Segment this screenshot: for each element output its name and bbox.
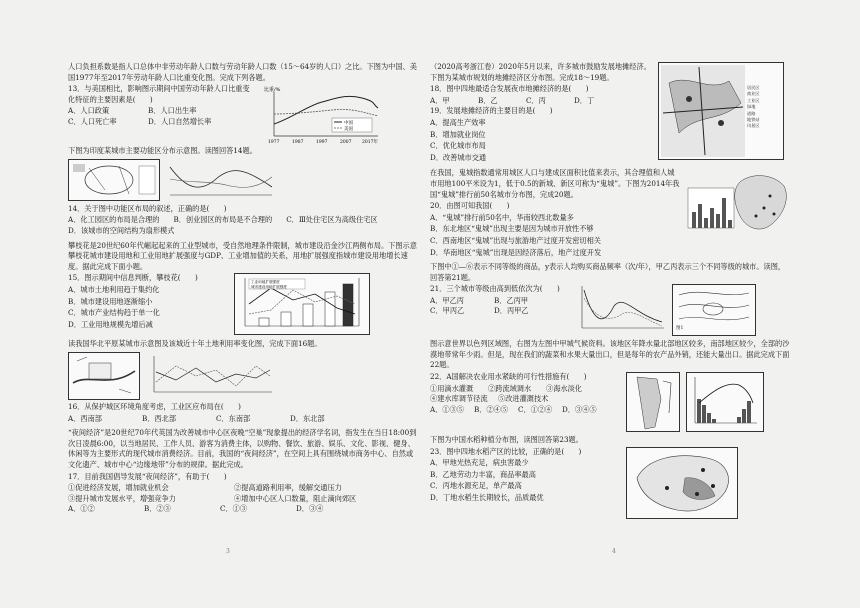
option-b[interactable]: B．创业园区的布局是不合理的 xyxy=(173,215,273,225)
question-17-statements xyxy=(68,483,420,504)
statement-5: ⑤改进灌溉技术 xyxy=(498,394,549,404)
option-d[interactable]: D．丁地水稻生长期较长，品质最优 xyxy=(430,493,544,503)
option-c[interactable]: C．城市产业结构趋于单一化 xyxy=(68,308,160,318)
purchase-frequency-chart xyxy=(576,284,666,334)
north-china-city-map xyxy=(68,352,140,400)
land-use-change-chart xyxy=(146,352,276,398)
land-price-curve xyxy=(166,159,276,199)
page-number-left: 3 xyxy=(226,548,230,555)
legend-item: 道路 xyxy=(747,110,756,116)
option-b[interactable]: B．城市建设用地逐渐缩小 xyxy=(68,296,153,306)
option-a[interactable]: A．“鬼城”排行前50名中，华南较西北数量多 xyxy=(430,212,574,222)
question-23-intro: 下图为中国水稻种植分布图，读图回答第23题。 xyxy=(430,435,583,445)
legend-item: 地铁站 xyxy=(747,117,760,123)
question-13: 13．与美国相比，影响图示期间中国劳动年龄人口比重变化特征的主要因素是( ) xyxy=(68,84,250,104)
statement-1: ①促进经济发展，增加就业机会 xyxy=(68,483,169,493)
xtick: 1977 xyxy=(268,140,280,146)
option-d[interactable]: D．改善城市交通 xyxy=(430,152,487,162)
page-number-right: 4 xyxy=(612,548,616,555)
option-d[interactable]: D．该城市的空间结构为扇形模式 xyxy=(68,225,175,235)
question-16-intro: 读我国华北平原某城市示意图及该城近十年土地利用率变化图，完成下面16题。 xyxy=(68,339,322,349)
option-c[interactable]: C．丙地水源充足，单产最高 xyxy=(430,481,522,491)
china-rice-map xyxy=(626,447,738,519)
question-22: 22．A国解决农业用水紧缺的可行性措施有( ) xyxy=(430,372,587,382)
question-21: 21．三个城市等级由高到低依次为( ) xyxy=(430,284,560,294)
question-22-intro: 图示意世界以色列区域图，右图为左图中甲城气候资料。该地区年降水量北部地区较多，南部地区较少，全部的沙漠地带常年少雨。但是，现在我们的蔬菜和水果大量出口，但是每年的农产品外销，还能大量出口。据此完成下面22题。 xyxy=(430,339,790,370)
xtick: 1987 xyxy=(292,140,304,146)
option-c[interactable]: C．西南地区“鬼城”出现与旅游地产过度开发密切相关 xyxy=(430,235,601,245)
chart-ylabel: 比重/% xyxy=(264,87,281,94)
option-d[interactable]: D．人口自然增长率 xyxy=(148,116,212,126)
right-column xyxy=(430,62,790,519)
option-b[interactable]: B．人口出生率 xyxy=(148,106,197,116)
option-a[interactable]: A．①③⑤ xyxy=(430,404,464,414)
legend-item: 商业区 xyxy=(747,91,760,97)
q16-figures xyxy=(68,352,420,400)
legend-item: 风景区 xyxy=(747,123,760,129)
question-19: 19．发展地摊经济的主要目的是( ) xyxy=(430,106,553,116)
option-b[interactable]: B．增加就业岗位 xyxy=(430,129,486,139)
left-column xyxy=(68,62,420,515)
labor-ratio-chart xyxy=(262,84,382,146)
usa-series-line xyxy=(274,110,378,117)
legend-item: 居民区 xyxy=(747,85,760,90)
option-b[interactable]: B．②③ xyxy=(144,504,171,514)
option-b[interactable]: B．西北部 xyxy=(142,413,177,423)
climate-chart xyxy=(686,372,764,432)
option-c[interactable]: C．丙 xyxy=(526,95,546,105)
question-20-intro: 在我国，鬼城指数通常用城区人口与建成区面积比值来表示，其合理值和人城市用地100平米设为1，低于0.5的新城、新区可称为“鬼城”。下图为2014年我国“鬼城”排行前50名城市分布图，完成20题。 xyxy=(430,168,680,199)
statement-4: ④增加中心区人口数量，阻止滴向郊区 xyxy=(234,493,357,503)
option-c[interactable]: C．优化城市布局 xyxy=(430,141,486,151)
legend-china: 中国 xyxy=(344,121,353,127)
question-22-statements xyxy=(430,384,620,405)
legend-construction: 城市建设用地扩展强度 xyxy=(251,285,287,290)
option-a[interactable]: A．提高生产效率 xyxy=(430,117,486,127)
figure-label: 图1 xyxy=(676,325,684,331)
question-13-options xyxy=(68,106,256,127)
option-a[interactable]: A．甲地光热充足，病虫害最少 xyxy=(430,458,529,468)
option-c[interactable]: C．Ⅲ处住宅区为高级住宅区 xyxy=(286,215,378,225)
legend-usa: 美国 xyxy=(344,127,353,133)
option-c[interactable]: C．①②④ xyxy=(518,404,553,414)
option-a[interactable]: A．西南部 xyxy=(68,413,102,423)
xtick: 1997 xyxy=(316,140,328,146)
legend-item: 绿地 xyxy=(747,104,756,110)
option-d[interactable]: D．华南地区“鬼城”出现是因经济落后，地产过度开发 xyxy=(430,247,602,257)
question-14-options xyxy=(68,215,420,236)
statement-3: ③海水淡化 xyxy=(546,383,582,393)
xtick: 2007 xyxy=(340,140,352,146)
question-18: 18．图中四地最适合发展夜市地摊经济的是( ) xyxy=(430,84,589,94)
option-a[interactable]: A．人口政策 xyxy=(68,106,110,116)
ghost-city-figures xyxy=(686,168,790,246)
option-d[interactable]: D．③④⑤ xyxy=(562,404,597,414)
option-c[interactable]: C．①③ xyxy=(220,504,248,514)
contour-map xyxy=(672,284,756,336)
option-d[interactable]: D．东北部 xyxy=(290,413,325,423)
question-14-intro: 下图为印度某城市主要功能区分布示意图。读图回答14题。 xyxy=(68,146,257,156)
india-city-map xyxy=(68,159,160,201)
question-23: 23．图中四地水稻产区的比较，正确的是( ) xyxy=(430,446,582,456)
israel-region-map xyxy=(626,372,680,432)
question-17-intro: “夜间经济”是20世纪70年代英国为改善城市中心区夜晚“空巢”现象提出的经济学名词，指发生在当日18:00到次日凌晨6:00，以当地居民、工作人员、游客为消费主体，以购物、餐饮、旅游、娱乐、文化、影视、健身、休闲等为主要形式的现代城市消费经济。目前，我国的“夜间经济”，在空间上具有围绕城市商务中心、自然或文化遗产、城市中心“边缘地带”分布的规律。据此完成。 xyxy=(68,428,417,469)
map-legend xyxy=(747,85,781,130)
question-17-options xyxy=(68,504,420,515)
option-d[interactable]: D．工业用地规模先增后减 xyxy=(68,319,153,329)
option-c[interactable]: C．甲丙乙 xyxy=(430,306,465,316)
panzhihua-chart xyxy=(234,273,370,335)
option-a[interactable]: A．①② xyxy=(68,504,95,514)
statement-4: ④建水库调节径流 xyxy=(430,394,488,404)
option-d[interactable]: D．丙甲乙 xyxy=(494,306,529,316)
legend-item: 工业区 xyxy=(747,97,760,103)
question-20: 20．由图可知我国( ) xyxy=(430,201,510,211)
option-b[interactable]: B．乙地劳动力丰富，商品率最高 xyxy=(430,469,536,479)
option-a[interactable]: A．化工园区的布局是合理的 xyxy=(68,215,160,225)
question-15: 15．图示期间中信息判断，攀枝花( ) xyxy=(68,273,198,283)
question-15-intro: 攀枝花是20世纪60年代崛起起来的工业型城市，受自然地理条件限制，城市建设沿金沙江两侧布局。下图示意攀枝花城市建设用地和工业用地扩展强度与GDP、工业增加值的关系，用地扩展强度指城市建设用地增长速度。据此完成下面小题。 xyxy=(68,240,417,271)
option-a[interactable]: A．甲 xyxy=(430,95,450,105)
option-c[interactable]: C．人口死亡率 xyxy=(68,116,117,126)
option-c[interactable]: C．东南部 xyxy=(216,413,251,423)
intro-text: 人口负担系数是指人口总体中非劳动年龄人口数与劳动年龄人口数（15～64岁的人口）之比。下图为中国、美国1977年至2017年劳动年龄人口比重变化图。完成下列各题。 xyxy=(68,62,417,82)
statement-2: ②提高道路利用率，缓解交通压力 xyxy=(234,483,342,493)
statement-2: ②跨流域调水 xyxy=(488,383,532,393)
question-21-intro: 下图中①—⑥表示不同等级的商品，y表示人均购买商品频率（次/年），甲乙丙表示三个不同等级的城市。读图，回答第21题。 xyxy=(430,262,786,282)
question-14: 14．关于图中功能区布局的叙述，正确的是( ) xyxy=(68,203,227,213)
statement-3: ③提升城市发展水平，增强竞争力 xyxy=(68,493,176,503)
option-b[interactable]: B．乙丙甲 xyxy=(494,295,529,305)
option-d[interactable]: D．丁 xyxy=(574,95,595,105)
question-21-options xyxy=(430,296,570,317)
option-b[interactable]: B．乙 xyxy=(478,95,498,105)
option-d[interactable]: D．③④ xyxy=(296,504,324,514)
question-16-options xyxy=(68,414,420,425)
statement-1: ①用滴水灌溉 xyxy=(430,383,474,393)
street-vendor-map xyxy=(658,62,784,160)
q14-figures xyxy=(68,159,420,201)
question-18-intro: （2020高考浙江卷）2020年5月以来，许多城市鼓励发展地摊经济。下图为某城市规划的地摊经济区分布图。完成18～19题。 xyxy=(430,62,651,82)
option-a[interactable]: A．城市土地利用趋于集约化 xyxy=(68,284,160,294)
option-b[interactable]: B．东北地区“鬼城”出现主要是因为城市开放性不够 xyxy=(430,224,594,234)
legend-industrial: 工业用地扩展强度 xyxy=(251,280,280,285)
question-22-options xyxy=(430,405,620,416)
question-16: 16．从保护城区环境角度考虑，工业区应布局在( ) xyxy=(68,401,241,411)
question-18-options xyxy=(430,96,652,107)
question-17: 17．目前我国倡导发展“夜间经济”，有助于( ) xyxy=(68,471,227,481)
option-a[interactable]: A．甲乙丙 xyxy=(430,295,464,305)
xtick: 2017年 xyxy=(362,140,378,146)
option-b[interactable]: B．②④⑤ xyxy=(474,404,509,414)
